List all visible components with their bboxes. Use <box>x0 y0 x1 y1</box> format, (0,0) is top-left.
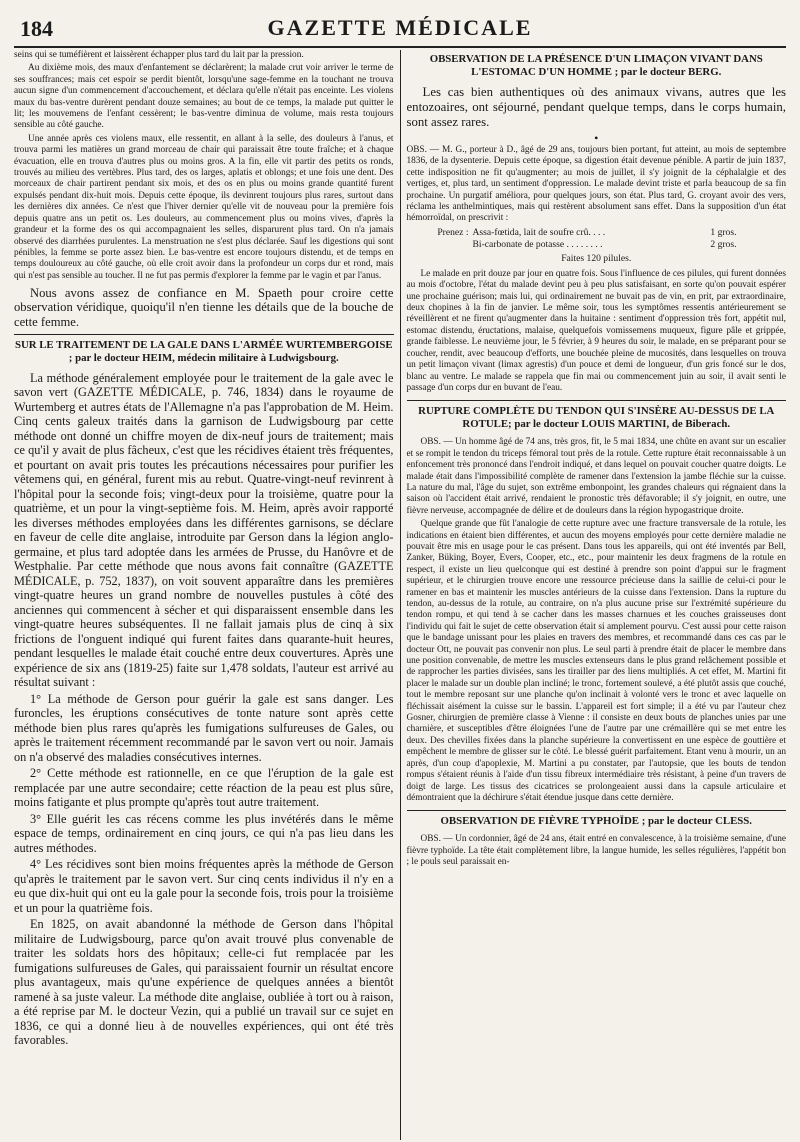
intro-text <box>14 50 394 282</box>
article-body-fievre <box>407 834 787 868</box>
page-number: 184 <box>20 16 53 41</box>
article-lead-limacon: Les cas bien authentiques où des animaux vivans, autres que les entozoaires, ont séjourné, pendant quelque temps, dans le corps humain, sont assez rares. <box>406 85 786 129</box>
article-body-rupture <box>407 437 787 804</box>
paragraph: Au dixième mois, des maux d'enfantement se déclarèrent; la malade crut voir arriver le terme de ses souffrances; mais cet espoir se perdit bientôt, lorsqu'une sage-femme en la touchant ne trouva aucun signe d'un commencement d'accouchement, et déclara qu'elle n'était pas enceinte. Les violens maux du bas-ventre durèrent pendant douze semaines; au bout de ce temps, la malade put quitter le lit; les mouvemens de l'enfant cessèrent; le bas-ventre diminua de volume, mais resta toujours sensible au côté gauche. <box>14 63 394 131</box>
page-header <box>14 10 786 48</box>
page-title: GAZETTE MÉDICALE <box>267 15 533 40</box>
closing-text <box>14 286 394 329</box>
bullet-ornament: • <box>594 131 599 145</box>
paragraph: Le malade en prit douze par jour en quatre fois. Sous l'influence de ces pilules, qui furent données au mois d'octobre, l'état du malade devint peu à peu plus satisfaisant, en sorte qu'on pouvait espérer une prochaine guérison; mais lui, qui ordinairement ne buvait pas de vin, en prit, par extraordinaire, deux chopines à la fin de janvier. Le même soir, tous les symptômes ressentis antérieurement se réveillèrent et ne firent qu'augmenter dans la huitaine : sentiment d'oppression très fort, appétit nul, estomac distendu, éructations, malaise, quelquefois vomissemens muqueux, figure pâle et grippée, grande faiblesse. Le neuvième jour, le 5 février, à 9 heures du soir, le malade, en se préparant pour se coucher, rendit, avec beaucoup d'efforts, une bouchée pleine de mucosités, dans lesquelles on trouva un petit limaçon vivant (limax agrestis) d'un pouce et demi de longueur, d'un gris foncé sur le dos, blanc au ventre. Le malade se rappela que fin mai ou commencement juin au soir, il avait senti le passage d'un corps dur en buvant de l'eau. <box>406 268 786 393</box>
paragraph: 2° Cette méthode est rationnelle, en ce que l'éruption de la gale est remplacée par une autre secondaire; cette réaction de la peau est plus sûre, moins fatigante et plus prompte qu'après tout autre traitement. <box>14 766 394 810</box>
paragraph: Nous avons assez de confiance en M. Spaeth pour croire cette observation véridique, quoiqu'il n'en tienne les détails que de la bouche de cette femme. <box>14 286 394 329</box>
prescription-row <box>407 239 787 251</box>
prescription-quantity: 1 gros. <box>710 226 737 238</box>
paragraph: Une année après ces violens maux, elle ressentit, en allant à la selle, des douleurs à l'anus, et trouva parmi les matières un grand morceau de chair qui paraissait être toute fraîche; et à chaque évacuation, elle en trouva d'autres plus ou moins gros. A la fin, elle vit partir des petits os ronds, trouvés au milieu des vertèbres. Plus tard, des os larges, aplatis et oblongs; et une fois une dent. Des morceaux de chair partirent pendant six mois, et des os en plus ou moins grande quantité furent expulsés pendant dix-huit mois. Depuis cette époque, ils devinrent toujours plus rares, surtout dans les dernières dix années. Ce n'est que l'hiver dernier qu'elle vit de nouveau pour la première fois depuis quatre ans un petit os. Les douleurs, au commencement plus ou moins vives, d'après la grandeur et la forme des os qui accompagnaient les selles, disparurent plus tard. On n'a jamais observé des diarrhées purulentes. La menstruation ne s'est plus déclarée. Sauf les digestions qui sont pénibles, la femme se porte assez bien. Le bas-ventre est encore toujours distendu, et de temps en temps douloureux au côté gauche, où elle croit avoir dans la profondeur un corps dur et rond, mais qui n'est pas sensible au toucher. Il ne fut pas permis d'explorer la femme par le vagin et par l'anus. <box>14 133 394 281</box>
prescription-quantity: 2 gros. <box>710 238 737 250</box>
paragraph: En 1825, on avait abandonné la méthode de Gerson dans l'hôpital militaire de Ludwigsbourg, parce qu'on avait trouvé plus convenable de traiter les soldats hors des hôpitaux; celle-ci fut remplacée par les fumigations sulfureuses de Gales, qui paraissaient fournir un résultat encore plus avantageux, mais qu'une expérience de quelques années a bientôt ramené à sa juste valeur. La méthode dite anglaise, oubliée à tort ou à raison, a été reprise par M. le docteur Vezin, qui a publié un travail sur ce sujet en 1836, ce qui a donné lieu à de nouvelles expériences, qui ont été très favorables. <box>14 917 394 1048</box>
divider <box>407 810 787 811</box>
paragraph: 3° Elle guérit les cas récens comme les plus invétérés dans le même espace de temps, ordinairement en cinq jours, ce qui n'a pas lieu dans les autres méthodes. <box>14 811 394 855</box>
right-column <box>400 50 787 1140</box>
article-heading-gale: SUR LE TRAITEMENT DE LA GALE DANS L'ARMÉE WURTEMBERGOISE ; par le docteur HEIM, médecin militaire à Ludwigsbourg. <box>14 338 393 364</box>
paragraph: La méthode généralement employée pour le traitement de la gale avec le savon vert (GAZETTE MÉDICALE, p. 746, 1834) dans le royaume de Wurtemberg et autres états de l'Allemagne n'a pas l'approbation de M. Heim. Cinq cents galeux traités dans la garnison de Ludwigsbourg par cette méthode ont donné un chiffre moyen de dix-neuf jours de traitement; mais ce qu'il y avait de plus fâcheux, c'est que les récidives étaient très fréquentes, et pourtant on avait pris toutes les précautions nécessaires pour purifier les vêtemens qui, en général, furent mis au rebut. Quatre-vingt-neuf revinrent à l'hôpital pour la seconde fois; vingt-deux pour la troisième, quatre pour la quatrième, et un pour la vingt-septième fois. M. Heim, après avoir rapporté les diverses méthodes employées dans les différentes garnisons, se déclare en faveur de celle dite anglaise, introduite par Gerson dans la légion anglo-germaine, et plus tard adoptée dans les armées de Prusse, du Hanôvre et de Westphalie. Par cette méthode que nous avons fait connaître (GAZETTE MÉDICALE, p. 752, 1837), on voit souvent apparaître dans les premières vingt-quatre heures un grand nombre de nouvelles pustules à côté des anciennes qui commencent à sécher et qui disparaissent ensemble dans les vingt-quatre heures subséquentes. Il ne fallait jamais plus de cinq à six frictions de l'onguent indiqué qui furent faites dans quarante-huit heures, pendant lesquelles le malade était couché entre deux couvertures. Après une expérience de six ans (1819-25) faite sur 1,478 soldats, l'auteur est arrivé au résultat suivant : <box>14 370 394 690</box>
paragraph: 4° Les récidives sont bien moins fréquentes après la méthode de Gerson qu'après le traitement par le savon vert. Sur cinq cents individus il n'y en a eu que dix-huit qui ont eu la gale pour la seconde fois, trois pour la troisième et un pour la quatrième fois. <box>14 857 394 915</box>
paragraph: 1° La méthode de Gerson pour guérir la gale est sans danger. Les furoncles, les éruptions consécutives de tonte nature sont après cette méthode bien plus rares qu'après les fumigations sulfureuses de Gales, ou après le traitement récemment recommandé par le savon vert ou noir. Jamais on n'a observé des maladies consécutives internes. <box>14 691 394 764</box>
prescription-row <box>407 227 787 239</box>
divider <box>14 334 394 335</box>
paragraph: OBS. — Un cordonnier, âgé de 24 ans, était entré en convalescence, à la troisième semaine, d'une fièvre typhoïde. La tête était complètement libre, la langue humide, les selles régulières, l'appétit bon ; le pouls seul paraissait en- <box>406 834 786 868</box>
article-heading-limacon: OBSERVATION DE LA PRÉSENCE D'UN LIMAÇON VIVANT DANS L'ESTOMAC D'UN HOMME ; par le docteur BERG. <box>429 53 763 78</box>
paragraph: seins qui se tuméfièrent et laissèrent échapper plus tard du lait par la pression. <box>14 50 304 60</box>
paragraph: OBS. — Un homme âgé de 74 ans, très gros, fit, le 5 mai 1834, une chûte en avant sur un escalier et se rompit le tendon du triceps fémoral tout près de la rotule. Cette rupture était reconnaissable à un enfoncement très prononcé dans l'endroit indiqué, et dans lequel on pouvait coucher quatre doigts. Le malade était dans l'impossibilité complète de ramener dans l'extension la jambe fléchie sur la cuisse. La nature du mal, l'âge du sujet, son extrême embonpoint, les grandes chaleurs qui régnaient dans la saison où l'accident était arrivé, rendaient le pronostic très défavorable; il s'y joignit, en outre, une fièvre nerveuse, accompagnée de délire et de douleurs dans la région hypogastrique droite. <box>406 437 786 516</box>
prescription-total: Faites 120 pilules. <box>561 252 632 264</box>
columns <box>14 50 786 1140</box>
prescription-item: Bi-carbonate de potasse . . . . . . . . <box>472 238 603 250</box>
paragraph: Quelque grande que fût l'analogie de cette rupture avec une fracture transversale de la rotule, les indications en étaient bien différentes, et aucun des moyens employés pour cette dernière maladie ne pouvait être mis en usage pour le cas présent. Dans tous les appareils, qui ont été inventés par Bell, Zanker, Büking, Boyer, Evers, Cooper, etc., etc., pour maintenir les deux fragmens de la rotule en respect, il existe un lieu quelconque qui est destiné à prendre son point d'appui sur le fragment supérieur, et le chirurgien trouve encore une ressource précieuse dans la saillie de celui-ci pour le ramener en bas et maintenir les muscles antérieurs de la cuisse dans l'extension. Dans la rupture du tendon, au-dessus de la rotule, au contraire, on n'a plus aucune prise sur l'extrémité supérieure du tendon rompu, et qui tend à se cacher dans les masses charnues et les couches graisseuses dont l'individu qui fait le sujet de cette observation était si amplement pourvu. C'est aussi pour cette raison que le bandage unissant pour les plaies en travers des membres, et recommandé dans ces cas par le docteur Ott, ne pouvait pas convenir non plus. Le seul parti à prendre était de placer le membre dans une position convenable, de mettre les muscles extenseurs dans le plus grand relâchement possible et de rapprocher les parties divisées, sans les tirailler par des liens multipliés. A cet effet, M. Martini fit placer le malade sur un double plan incliné; le tronc, fortement soulevé, a été plutôt assis que couché, tout le membre reposant sur une planche qu'on inclinait à volonté vers le tronc et avec laquelle on fléchissait aisément la cuisse sur le bassin. L'appareil est fort simple; il a été vu par l'auteur chez Gosner, chirurgien de première classe à Vienne : il consiste en deux bouts de planches unies par une charnière, et susceptibles d'être éloignées l'une de l'autre par une crémaillère qui se met entre les deux. Des chevilles fixées dans la planche supérieure la convertissent en une espèce de gouttière et empêchent le membre de glisser sur le côté. Le blessé guérit parfaitement. Etant venu à mourir, un an après, d'un coup d'apoplexie, M. Martini a pu constater, par l'autopsie, que les bouts de tendon rompus s'étaient réunis à l'aide d'un tissu fibreux intermédiaire très résistant, à peine d'un travers de doigt de large. Les tissus des cicatrices se prolongeaient aussi dans la capsule articulaire et démontraient que la déchirure s'était étendue jusque dans cette dernière. <box>406 519 786 803</box>
left-column <box>14 50 400 1140</box>
prescription-label: Prenez : <box>437 226 469 238</box>
article-body-limacon <box>407 145 787 394</box>
article-body-gale <box>14 371 394 1048</box>
divider <box>407 400 787 401</box>
prescription <box>407 227 787 265</box>
prescription-item: Assa-fœtida, lait de soufre crû. . . . <box>472 226 606 238</box>
article-heading-fievre: OBSERVATION DE FIÈVRE TYPHOÏDE ; par le docteur CLESS. <box>440 815 752 828</box>
paragraph: OBS. — M. G., porteur à D., âgé de 29 ans, toujours bien portant, fut atteint, au mois de septembre 1836, de la dysenterie. Depuis cette époque, sa digestion était devenue pénible. A partir de juin 1837, cette indisposition ne fit qu'augmenter; au mois de juillet, il s'y joignit de la céphalalgie et des vertiges, et, plus tard, un sentiment d'oppression. Le malade devint triste et parla beaucoup de sa fin prochaine. Un purgatif améliora, pour quelques jours, son état. Plus tard, G. croyant avoir des vers, réclama les anthelmintiques, mais qui restèrent absolument sans effet. Dans la supposition d'un état hémorroïdal, on prescrivit : <box>406 145 786 224</box>
article-heading-rupture: RUPTURE COMPLÈTE DU TENDON QUI S'INSÈRE AU-DESSUS DE LA ROTULE; par le docteur LOUIS MARTINI, de Biberach. <box>418 405 775 431</box>
